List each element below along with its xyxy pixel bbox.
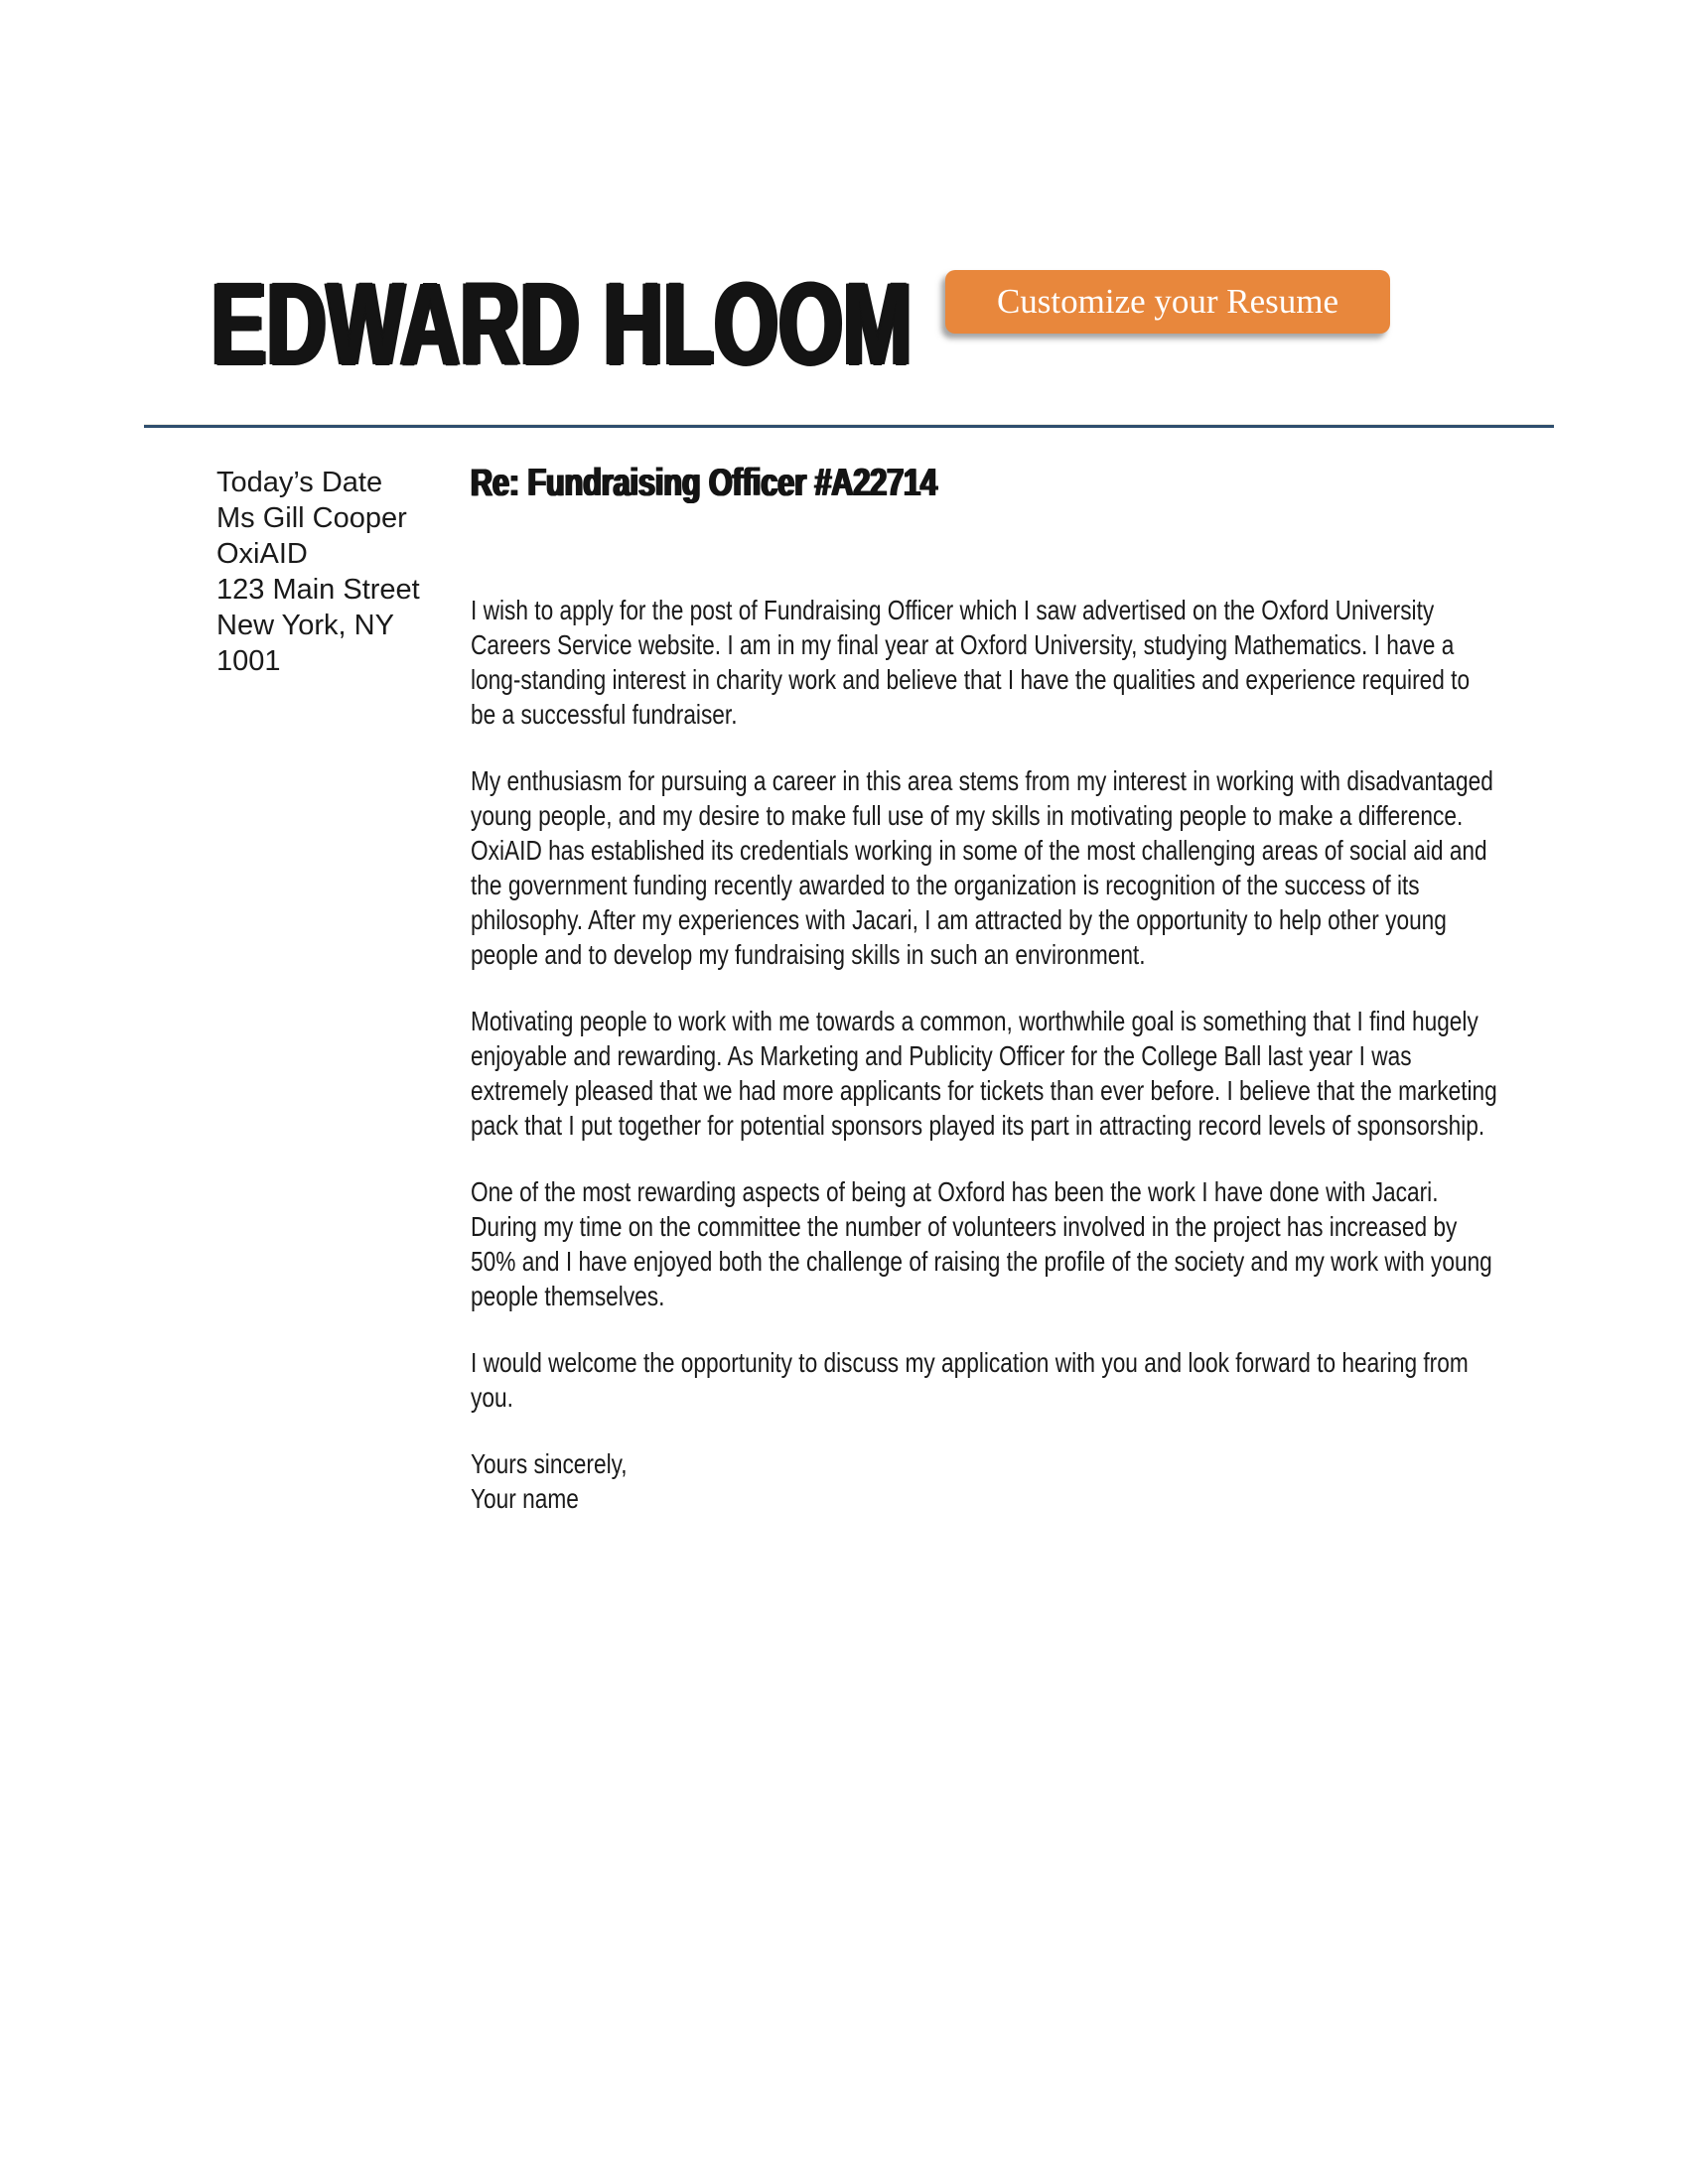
recipient-line-company: OxiAID [216,538,308,570]
subject-line: Re: Fundraising Officer #A22714 [471,462,937,504]
recipient-line-street: 123 Main Street [216,574,420,606]
recipient-block [216,465,420,679]
page-title: EDWARD HLOOM [211,259,913,390]
customize-resume-button[interactable] [945,270,1390,334]
customize-resume-button-label: Customize your Resume [996,282,1339,321]
recipient-line-name: Ms Gill Cooper [216,502,407,534]
recipient-line-zip: 1001 [216,645,281,677]
closing-block [471,1446,1500,1516]
letter-paragraph-3: Motivating people to work with me towards a common, worthwhile goal is something that I find hugely enjoyable and rewarding. As Marketing and Publicity Officer for the College Ball last year I was extremely pleased that we had more applicants for tickets than ever before. I believe that the marketing pack that I put together for potential sponsors played its part in attracting record levels of sponsorship. [471,1006,1497,1141]
recipient-line-city: New York, NY [216,610,394,641]
closing-salutation: Yours sincerely, [471,1448,628,1479]
signature-name: Your name [471,1483,579,1514]
letter-body [471,593,1500,1516]
letter-paragraph-5: I would welcome the opportunity to discuss my application with you and look forward to hearing from you. [471,1347,1469,1413]
recipient-line-date: Today’s Date [216,467,383,498]
letter-paragraph-2: My enthusiasm for pursuing a career in this area stems from my interest in working with disadvantaged young people, and my desire to make full use of my skills in motivating people to make a difference. OxiAID has established its credentials working in some of the most challenging areas of social aid and the government funding recently awarded to the organization is recognition of the success of its philosophy. After my experiences with Jacari, I am attracted by the opportunity to help other young people and to develop my fundraising skills in such an environment. [471,765,1493,970]
letter-paragraph-1: I wish to apply for the post of Fundraising Officer which I saw advertised on the Oxford University Careers Service website. I am in my final year at Oxford University, studying Mathematics. I have a long-standing interest in charity work and believe that I have the qualities and experience required to be a successful fundraiser. [471,595,1471,730]
header-divider [144,424,1554,428]
letter-paragraph-4: One of the most rewarding aspects of being at Oxford has been the work I have done with Jacari. During my time on the committee the number of volunteers involved in the project has increased by 50% and I have enjoyed both the challenge of raising the profile of the society and my work with young people themselves. [471,1176,1492,1311]
